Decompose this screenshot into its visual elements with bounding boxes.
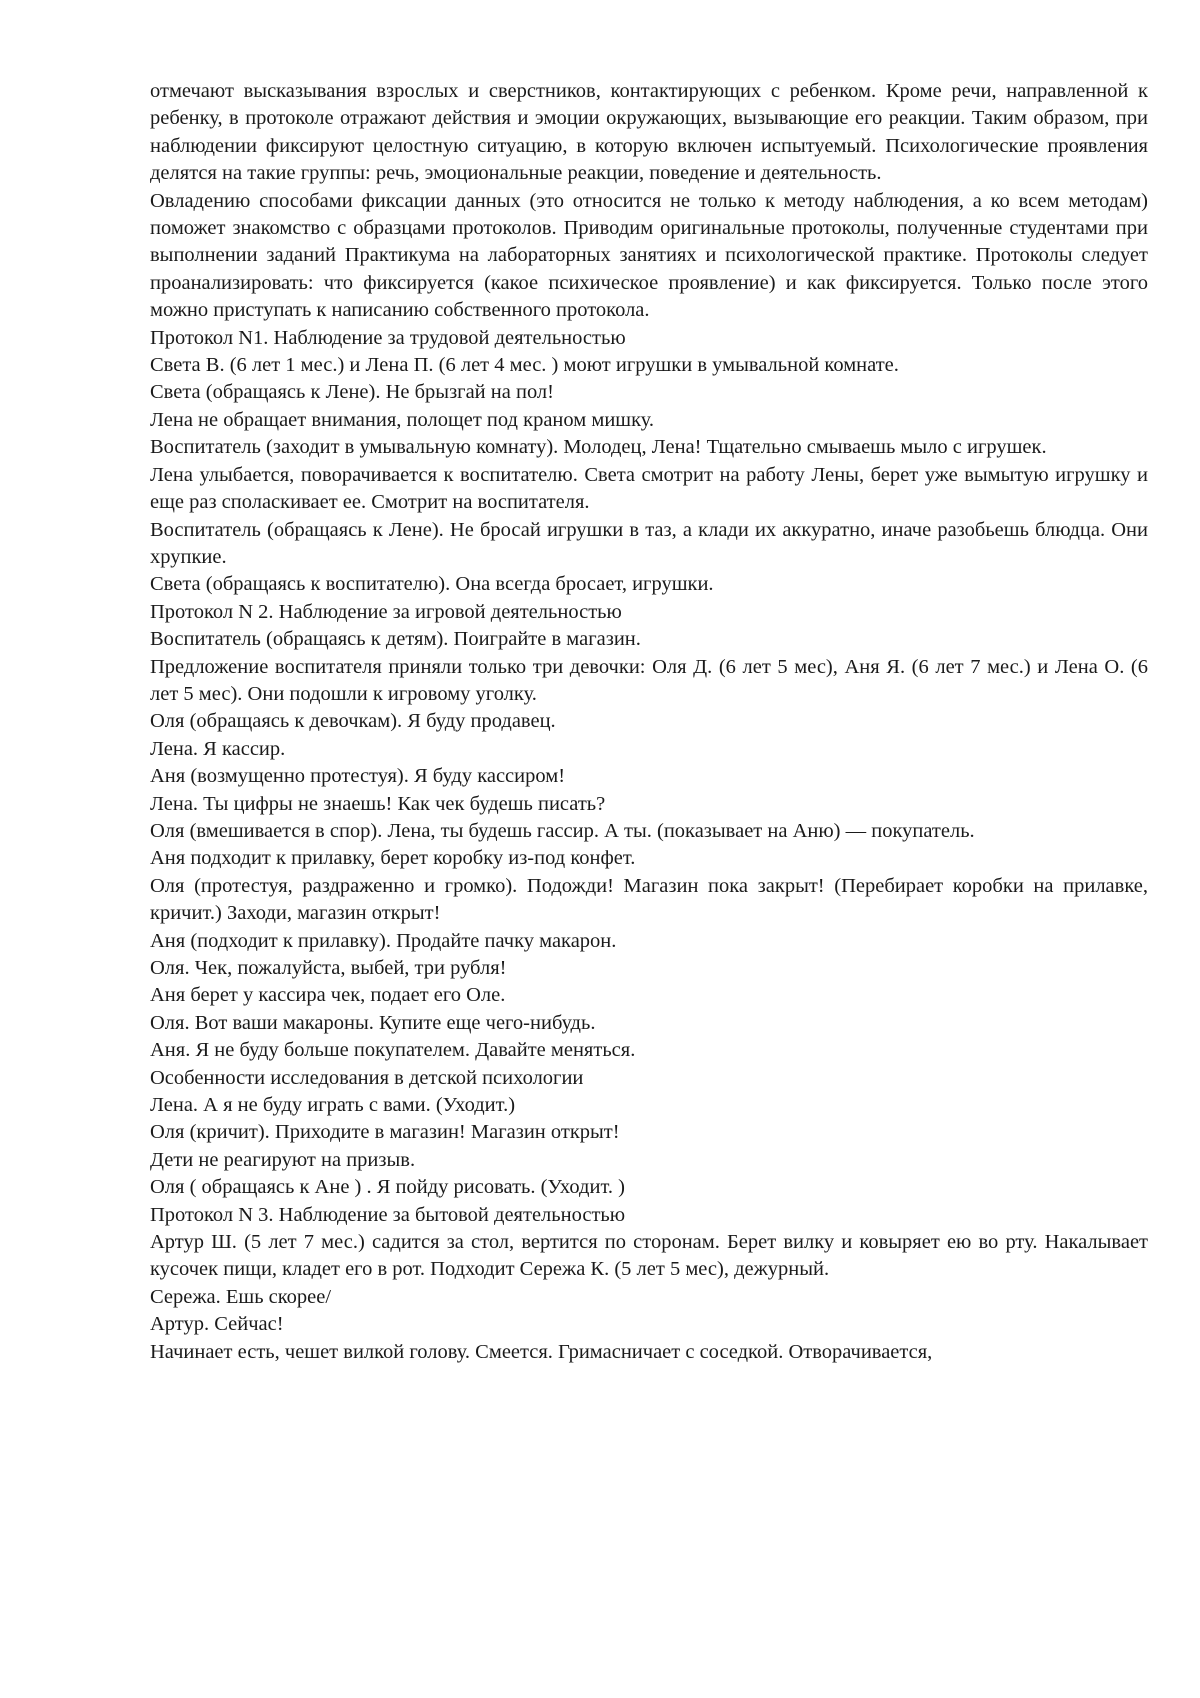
protocol-line: Воспитатель (обращаясь к детям). Поиграйте в магазин. [150,628,641,651]
protocol-line: Оля ( обращаясь к Ане ) . Я пойду рисовать. (Уходит. ) [150,1176,625,1199]
protocol-line: Оля. Чек, пожалуйста, выбей, три рубля! [150,957,507,979]
protocol-line: Света (обращаясь к воспитателю). Она всегда бросает, игрушки. [150,573,714,596]
protocol-line: Дети не реагируют на призыв. [150,1148,416,1171]
protocol-line: Лена улыбается, поворачивается к воспитателю. Света смотрит на работу Лены, берет уже вымытую игрушку и еще раз споласкивает ее. Смотрит на воспитателя. [150,463,1148,514]
protocol-line: Воспитатель (обращаясь к Лене). Не бросай игрушки в таз, а клади их аккуратно, иначе разобьешь блюдца. Они хрупкие. [150,518,1148,568]
protocol-line: Аня берет у кассира чек, подает его Оле. [150,984,506,1007]
protocol-2-heading: Протокол N 2. Наблюдение за игровой деятельностью [150,600,622,623]
protocol-line: Воспитатель (заходит в умывальную комнату). Молодец, Лена! Тщательно смываешь мыло с игрушек. [150,436,1047,459]
protocol-line: Оля (вмешивается в спор). Лена, ты будешь гассир. А ты. (показывает на Аню) — покупатель. [150,819,975,842]
protocol-line: Света (обращаясь к Лене). Не брызгай на пол! [150,381,554,404]
paragraph-intro-1: отмечают высказывания взрослых и сверстников, контактирующих с ребенком. Кроме речи, направленной к ребенку, в протоколе отражают действия и эмоции окружающих, вызывающие его реакции. Таким образом, при наблюдении фиксируют целостную ситуацию, в которую включен испытуемый. Психологические проявления делятся на такие группы: речь, эмоциональные реакции, поведение и деятельность. [150,80,1148,185]
running-header-text: Особенности исследования в детской психологии [150,1066,584,1089]
paragraph-intro-2: Овладению способами фиксации данных (это относится не только к методу наблюдения, а ко всем методам) поможет знакомство с образцами протоколов. Приводим оригинальные протоколы, полученные студентами при выполнении заданий Практикума на лабораторных занятиях и психологической практике. Протоколы следует проанализировать: что фиксируется (какое психическое проявление) и как фиксируется. Только после этого можно приступать к написанию собственного протокола. [150,189,1148,322]
protocol-line: Оля. Вот ваши макароны. Купите еще чего-нибудь. [150,1011,596,1034]
protocol-3-heading: Протокол N 3. Наблюдение за бытовой деятельностью [150,1203,626,1226]
protocol-line: Сережа. Ешь скорее/ [150,1285,332,1308]
protocol-line: Лена. Ты цифры не знаешь! Как чек будешь писать? [150,792,606,815]
protocol-line: Артур. Сейчас! [150,1313,284,1336]
protocol-line: Артур Ш. (5 лет 7 мес.) садится за стол, вертится по сторонам. Берет вилку и ковыряет ею во рту. Накалывает кусочек пищи, кладет его в рот. Подходит Сережа К. (5 лет 5 мес), дежурный. [150,1231,1148,1281]
protocol-line: Предложение воспитателя приняли только три девочки: Оля Д. (6 лет 5 мес), Аня Я. (6 лет 7 мес.) и Лена О. (6 лет 5 мес). Они подошли к игровому уголку. [150,655,1148,705]
protocol-line: Лена. Я кассир. [150,737,286,760]
protocol-1-heading: Протокол N1. Наблюдение за трудовой деятельностью [150,326,626,349]
protocol-line: Начинает есть, чешет вилкой голову. Смеется. Гримасничает с соседкой. Отворачивается, [150,1340,933,1363]
protocol-line: Аня (возмущенно протестуя). Я буду кассиром! [150,765,566,788]
protocol-line: Оля (кричит). Приходите в магазин! Магазин открыт! [150,1121,620,1144]
protocol-line: Оля (обращаясь к девочкам). Я буду продавец. [150,710,556,733]
protocol-line: Лена. А я не буду играть с вами. (Уходит.) [150,1094,516,1117]
protocol-line: Аня (подходит к прилавку). Продайте пачку макарон. [150,929,617,952]
protocol-line: Света В. (6 лет 1 мес.) и Лена П. (6 лет 4 мес. ) моют игрушки в умывальной комнате. [150,354,899,377]
protocol-line: Оля (протестуя, раздраженно и громко). Подожди! Магазин пока закрыт! (Перебирает коробки на прилавке, кричит.) Заходи, магазин открыт! [150,874,1148,925]
protocol-line: Аня подходит к прилавку, берет коробку из-под конфет. [150,847,636,870]
protocol-line: Аня. Я не буду больше покупателем. Давайте меняться. [150,1039,636,1062]
protocol-line: Лена не обращает внимания, полощет под краном мишку. [150,408,655,431]
